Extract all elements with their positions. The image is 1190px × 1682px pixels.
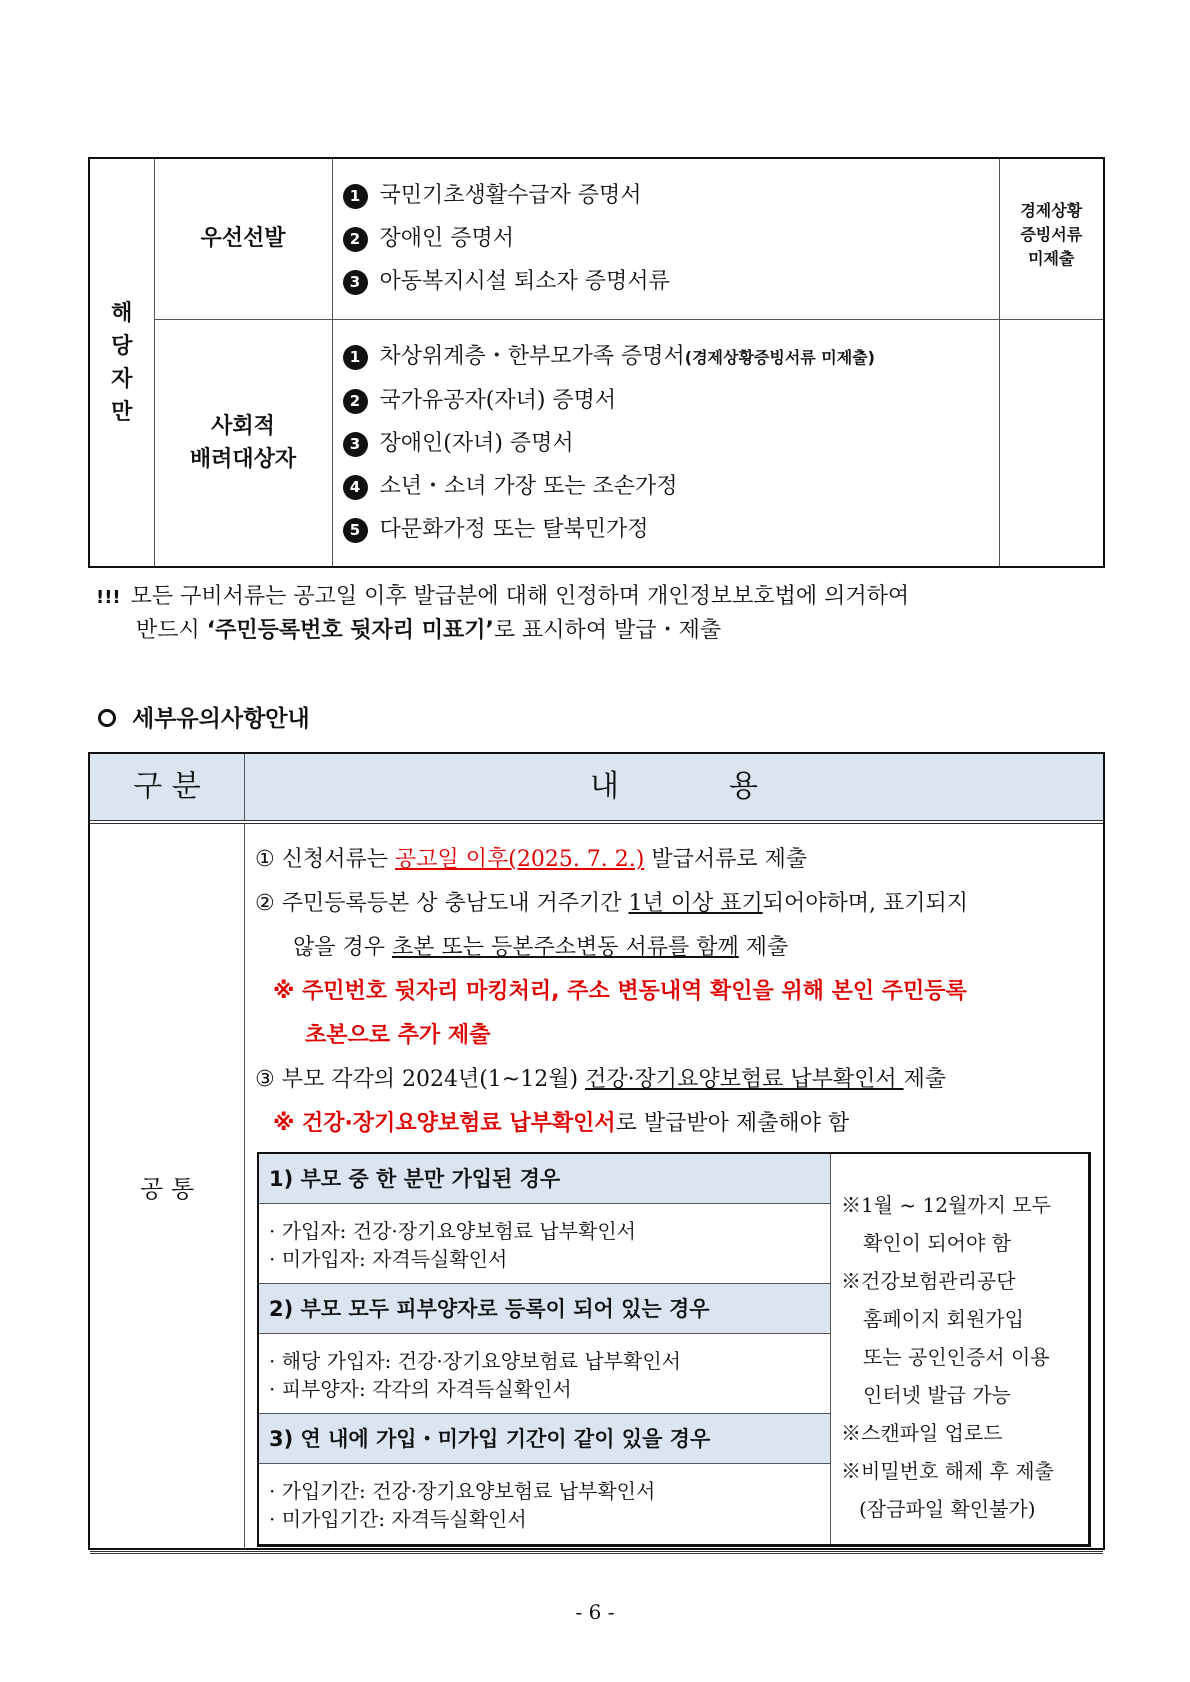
remark-cell: 경제상황 증빙서류 미제출 xyxy=(999,158,1104,319)
list-item: 2 장애인 증명서 xyxy=(343,217,999,260)
eligibility-documents-table xyxy=(88,157,1105,568)
social-items xyxy=(332,319,999,567)
number-badge: 1 xyxy=(343,345,368,370)
table-bottom-border xyxy=(90,1551,1103,1554)
content-line: ③ 부모 각각의 2024년(1~12월) 건강·장기요양보험료 납부확인서 제출 xyxy=(255,1067,947,1092)
content-line: ② 주민등록등본 상 충남도내 거주기간 1년 이상 표기되어야하며, 표기되지 xyxy=(255,891,969,916)
page-number: - 6 - xyxy=(575,1600,615,1624)
group-label: 해 당 자 만 xyxy=(89,158,154,567)
case-title: 3) 연 내에 가입・미가입 기간이 같이 있을 경우 xyxy=(259,1414,830,1464)
remark-cell-empty xyxy=(999,319,1104,567)
case-body: · 가입기간: 건강·장기요양보험료 납부확인서 · 미가입기간: 자격득실확인서 xyxy=(269,1479,656,1531)
category-social: 사회적 배려대상자 xyxy=(154,319,332,567)
notice-line-2: 반드시 ‘주민등록번호 뒷자리 미표기’로 표시하여 발급・제출 xyxy=(136,618,722,643)
list-item: 2 국가유공자(자녀) 증명서 xyxy=(343,379,999,422)
content-line: ① 신청서류는 공고일 이후(2025. 7. 2.) 발급서류로 제출 xyxy=(255,847,808,872)
detail-notes-table xyxy=(88,752,1105,1550)
circle-bullet-icon xyxy=(98,709,116,727)
content-warning: 초본으로 추가 제출 xyxy=(305,1023,491,1048)
list-item: 4 소년・소녀 가장 또는 조손가정 xyxy=(343,465,999,508)
notice-line-1: !!! 모든 구비서류는 공고일 이후 발급분에 대해 인정하며 개인정보보호법에 의거하여 xyxy=(96,584,910,609)
case-title: 2) 부모 모두 피부양자로 등록이 되어 있는 경우 xyxy=(259,1284,830,1334)
insurance-guide-box xyxy=(257,1152,1091,1547)
content-line: 않을 경우 초본 또는 등본주소변동 서류를 함께 제출 xyxy=(293,935,789,960)
number-badge: 2 xyxy=(343,389,368,414)
list-item: 1 국민기초생활수급자 증명서 xyxy=(343,174,999,217)
case-title: 1) 부모 중 한 분만 가입된 경우 xyxy=(259,1154,830,1204)
number-badge: 5 xyxy=(343,518,368,543)
content-warning: ※ 주민번호 뒷자리 마킹처리, 주소 변동내역 확인을 위해 본인 주민등록 xyxy=(273,979,967,1004)
list-item: 1 차상위계층・한부모가족 증명서(경제상황증빙서류 미제출) xyxy=(343,335,999,379)
insurance-notes: ※1월 ~ 12월까지 모두 확인이 되어야 함 ※건강보험관리공단 홈페이지 회원가입 또는 공인인증서 이용 인터넷 발급 가능 ※스캔파일 업로드 ※비밀번호 해제 후 제출 (잠금파일 확인불가) xyxy=(841,1193,1054,1521)
priority-items xyxy=(332,158,999,319)
header-category: 구 분 xyxy=(90,754,245,820)
list-item: 5 다문화가정 또는 탈북민가정 xyxy=(343,508,999,551)
number-badge: 2 xyxy=(343,227,368,252)
header-content: 내 용 xyxy=(245,754,1103,820)
number-badge: 3 xyxy=(343,432,368,457)
category-priority: 우선선발 xyxy=(154,158,332,319)
list-item: 3 장애인(자녀) 증명서 xyxy=(343,422,999,465)
insurance-cases xyxy=(259,1154,831,1544)
category-common: 공 통 xyxy=(90,824,245,1548)
number-badge: 1 xyxy=(343,184,368,209)
number-badge: 3 xyxy=(343,270,368,295)
number-badge: 4 xyxy=(343,475,368,500)
case-body: · 해당 가입자: 건강·장기요양보험료 납부확인서 · 피부양자: 각각의 자격득실확인서 xyxy=(259,1334,830,1414)
content-line: ※ 건강·장기요양보험료 납부확인서로 발급받아 제출해야 함 xyxy=(273,1111,850,1136)
case-body: · 가입자: 건강·장기요양보험료 납부확인서 · 미가입자: 자격득실확인서 xyxy=(259,1204,830,1284)
warning-mark: !!! xyxy=(96,587,121,608)
section-heading: 세부유의사항안내 xyxy=(98,702,310,736)
notice xyxy=(96,580,1096,647)
list-item: 3 아동복지시설 퇴소자 증명서류 xyxy=(343,260,999,303)
common-content xyxy=(255,838,1095,1146)
